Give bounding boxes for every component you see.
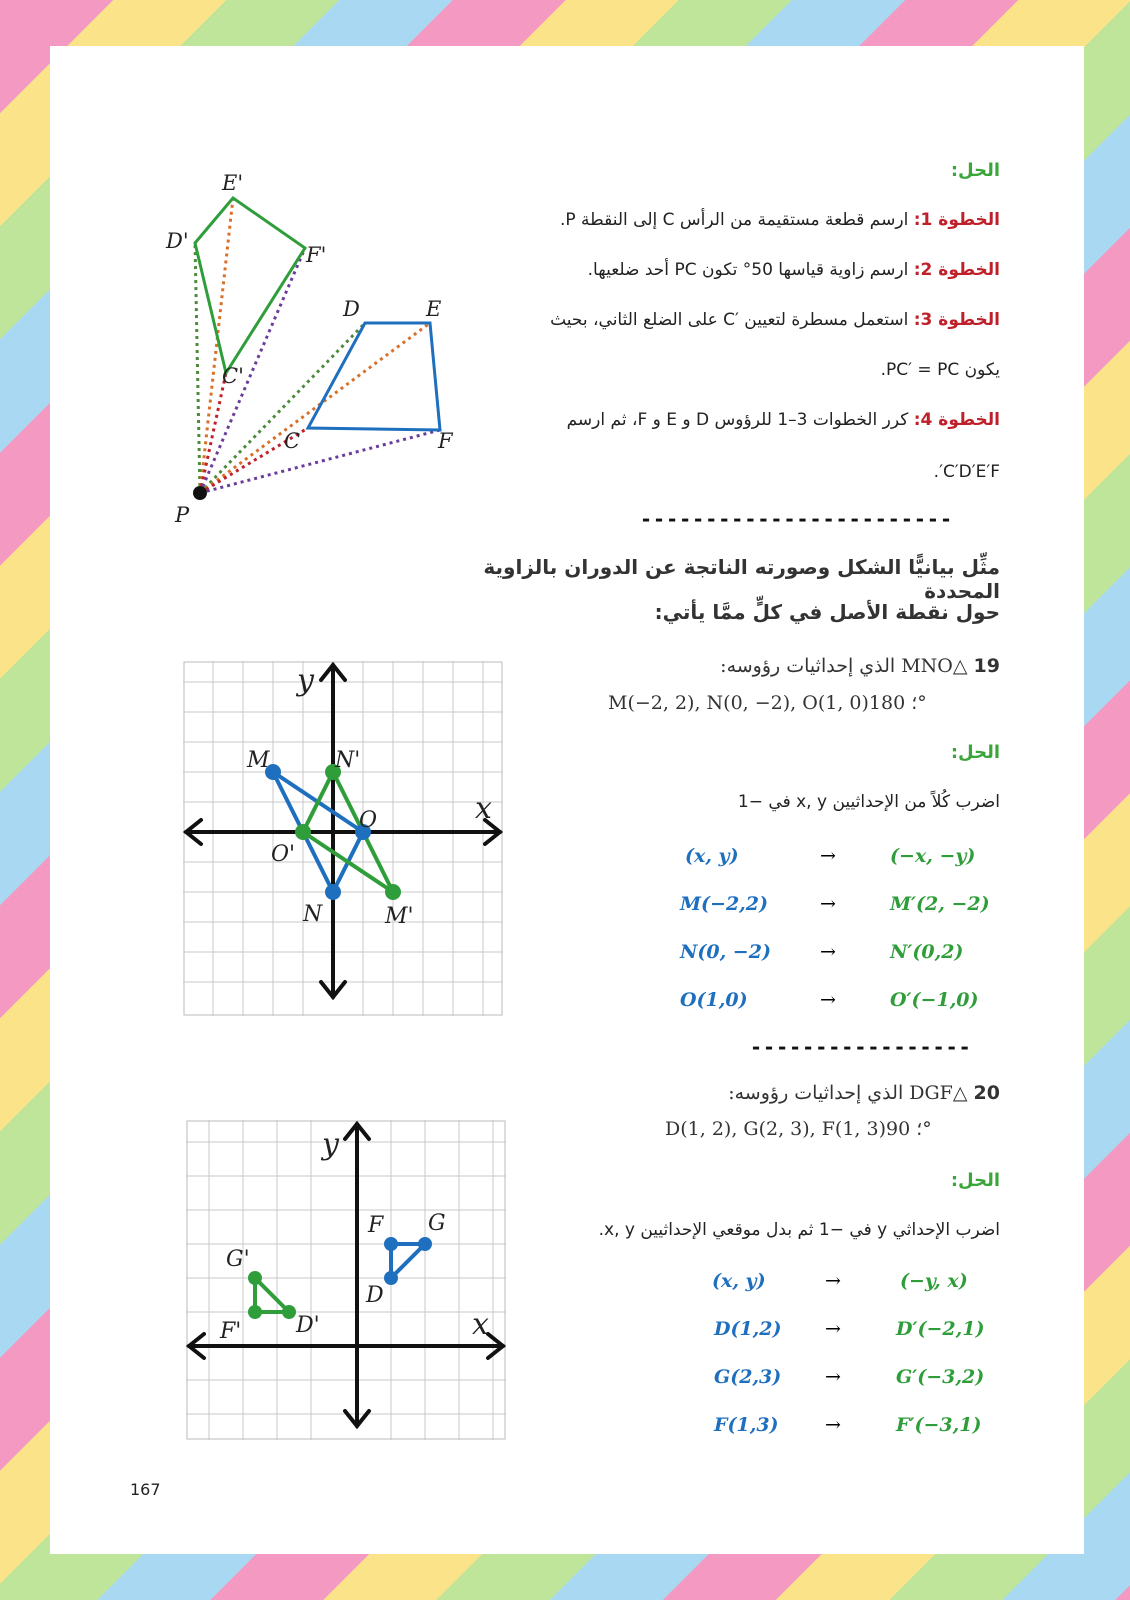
label-d-prime: D' (166, 229, 189, 253)
mapping-to: M′(2, −2) (890, 893, 990, 915)
q20-y-label: y (322, 1127, 339, 1162)
label-e: E (426, 297, 442, 321)
mapping-from: (x, y) (712, 1270, 766, 1292)
solution-heading-example: الحل: (950, 160, 1000, 181)
ray-p-e1 (200, 198, 233, 493)
ray-p-e (200, 323, 430, 493)
q19-y-label: y (297, 663, 314, 698)
q19-label-n-prime: N' (335, 748, 361, 773)
q19-instruction: اضرب كُلاً من الإحداثيين x, y في −1 (737, 792, 1000, 812)
arrow-icon: → (825, 1366, 841, 1388)
q19-label-o-prime: O' (271, 842, 296, 867)
mapping-to: G′(−3,2) (896, 1366, 985, 1388)
q19-coordinate-graph (183, 661, 503, 1016)
q20-solution-heading: الحل: (950, 1170, 1000, 1191)
step-2-label: الخطوة 2: (913, 260, 1000, 280)
step-3-label: الخطوة 3: (913, 310, 1000, 330)
q20-instruction: اضرب الإحداثي y في −1 ثم بدل موقعي الإحداثيين x, y. (598, 1220, 1000, 1240)
q19-solution-heading: الحل: (950, 742, 1000, 763)
q20-point-d-prime (282, 1305, 296, 1319)
mapping-from: F(1,3) (714, 1414, 779, 1436)
q19-label-o: O (359, 808, 378, 833)
step-1-text: ارسم قطعة مستقيمة من الرأس C إلى النقطة P. (559, 210, 909, 230)
mapping-from: D(1,2) (714, 1318, 782, 1340)
q19-mapping-row (680, 893, 1000, 941)
q20-prompt-text: △DGF الذي إحداثيات رؤوسه: (728, 1082, 968, 1104)
q19-point-o-prime (295, 824, 311, 840)
step-1-label: الخطوة 1: (913, 210, 1000, 230)
divider-2: ----------------- (750, 1035, 972, 1059)
q20-label-f-prime: F' (220, 1319, 242, 1344)
mapping-from: G(2,3) (714, 1366, 782, 1388)
q19-mapping-row (680, 989, 1000, 1037)
step-4 (530, 410, 1000, 430)
q20-mapping-row (700, 1318, 1010, 1366)
page-number: 167 (130, 1480, 161, 1499)
mapping-to: D′(−2,1) (896, 1318, 985, 1340)
divider-1: ------------------------ (640, 507, 953, 531)
q19-mapping-table (680, 845, 1000, 1037)
mapping-from: N(0, −2) (680, 941, 771, 963)
step-3 (530, 310, 1000, 330)
ray-p-f1 (200, 248, 305, 493)
q19-prompt-text: △MNO الذي إحداثيات رؤوسه: (720, 655, 968, 677)
q20-mapping-table (700, 1270, 1010, 1462)
step-4-cont: C′D′E′F′. (933, 462, 1000, 482)
ray-p-d1 (195, 243, 200, 493)
q20-coords: D(1, 2), G(2, 3), F(1, 3)؛ 90° (665, 1118, 932, 1140)
q20-mapping-row (700, 1414, 1010, 1462)
mapping-from: (x, y) (685, 845, 739, 867)
arrow-icon: → (820, 893, 836, 915)
q19-coords: M(−2, 2), N(0, −2), O(1, 0)؛ 180° (608, 692, 927, 714)
point-p (193, 486, 207, 500)
label-f: F (438, 429, 453, 453)
step-3-cont: يكون PC′ = PC. (880, 360, 1000, 380)
mapping-from: O(1,0) (680, 989, 748, 1011)
instructions-line-2: حول نقطة الأصل في كلٍّ ممَّا يأتي: (654, 600, 1000, 624)
q19-label-m: M (247, 748, 270, 773)
q20-mapping-row (700, 1366, 1010, 1414)
label-c-prime: C' (222, 364, 244, 388)
q20-point-f (384, 1237, 398, 1251)
q20-prompt (440, 1082, 1000, 1104)
arrow-icon: → (825, 1414, 841, 1436)
arrow-icon: → (825, 1318, 841, 1340)
q19-number: 19 (973, 655, 1000, 677)
mapping-to: F′(−3,1) (896, 1414, 982, 1436)
q20-point-g-prime (248, 1271, 262, 1285)
q20-point-d (384, 1271, 398, 1285)
q19-mapping-row (680, 941, 1000, 989)
mapping-to: O′(−1,0) (890, 989, 979, 1011)
q20-mapping-row (700, 1270, 1010, 1318)
q20-coordinate-graph (186, 1120, 506, 1440)
q20-label-d-prime: D' (296, 1313, 320, 1338)
q20-label-g-prime: G' (226, 1247, 250, 1272)
step-4-label: الخطوة 4: (913, 410, 1000, 430)
label-f-prime: F' (306, 243, 327, 267)
ray-p-d (200, 323, 365, 493)
label-c: C (284, 429, 301, 453)
step-2-text: ارسم زاوية قياسها 50° تكون PC أحد ضلعيها. (587, 260, 909, 280)
instructions-line-1: مثِّل بيانيًّا الشكل وصورته الناتجة عن الدوران بالزاوية المحددة (483, 555, 1000, 603)
arrow-icon: → (820, 989, 836, 1011)
label-d: D (343, 297, 360, 321)
q20-label-d: D (366, 1283, 384, 1308)
rotation-figure (160, 168, 470, 528)
q19-prompt (440, 655, 1000, 677)
q20-number: 20 (973, 1082, 1000, 1104)
arrow-icon: → (820, 845, 836, 867)
q20-x-label: x (472, 1307, 489, 1342)
q20-point-f-prime (248, 1305, 262, 1319)
q19-x-label: x (475, 791, 492, 826)
q20-label-g: G (428, 1211, 446, 1236)
mapping-to: (−y, x) (900, 1270, 968, 1292)
q19-label-m-prime: M' (385, 904, 414, 929)
q19-label-n: N (303, 902, 323, 927)
q19-point-n (325, 884, 341, 900)
mapping-from: M(−2,2) (680, 893, 768, 915)
ray-p-f (200, 430, 440, 493)
arrow-icon: → (820, 941, 836, 963)
original-quad-cdef (308, 323, 440, 430)
mapping-to: (−x, −y) (890, 845, 976, 867)
q20-label-f: F (368, 1213, 384, 1238)
step-3-text: استعمل مسطرة لتعيين ′C على الضلع الثاني، بحيث (550, 310, 909, 330)
mapping-to: N′(0,2) (890, 941, 964, 963)
q19-mapping-row (680, 845, 1000, 893)
step-1 (530, 210, 1000, 230)
step-2 (530, 260, 1000, 280)
label-e-prime: E' (222, 171, 244, 195)
q20-point-g (418, 1237, 432, 1251)
label-p: P (175, 503, 190, 527)
arrow-icon: → (825, 1270, 841, 1292)
q19-point-m-prime (385, 884, 401, 900)
step-4-text: كرر الخطوات 3–1 للرؤوس D و E و F، ثم ارسم (566, 410, 909, 430)
